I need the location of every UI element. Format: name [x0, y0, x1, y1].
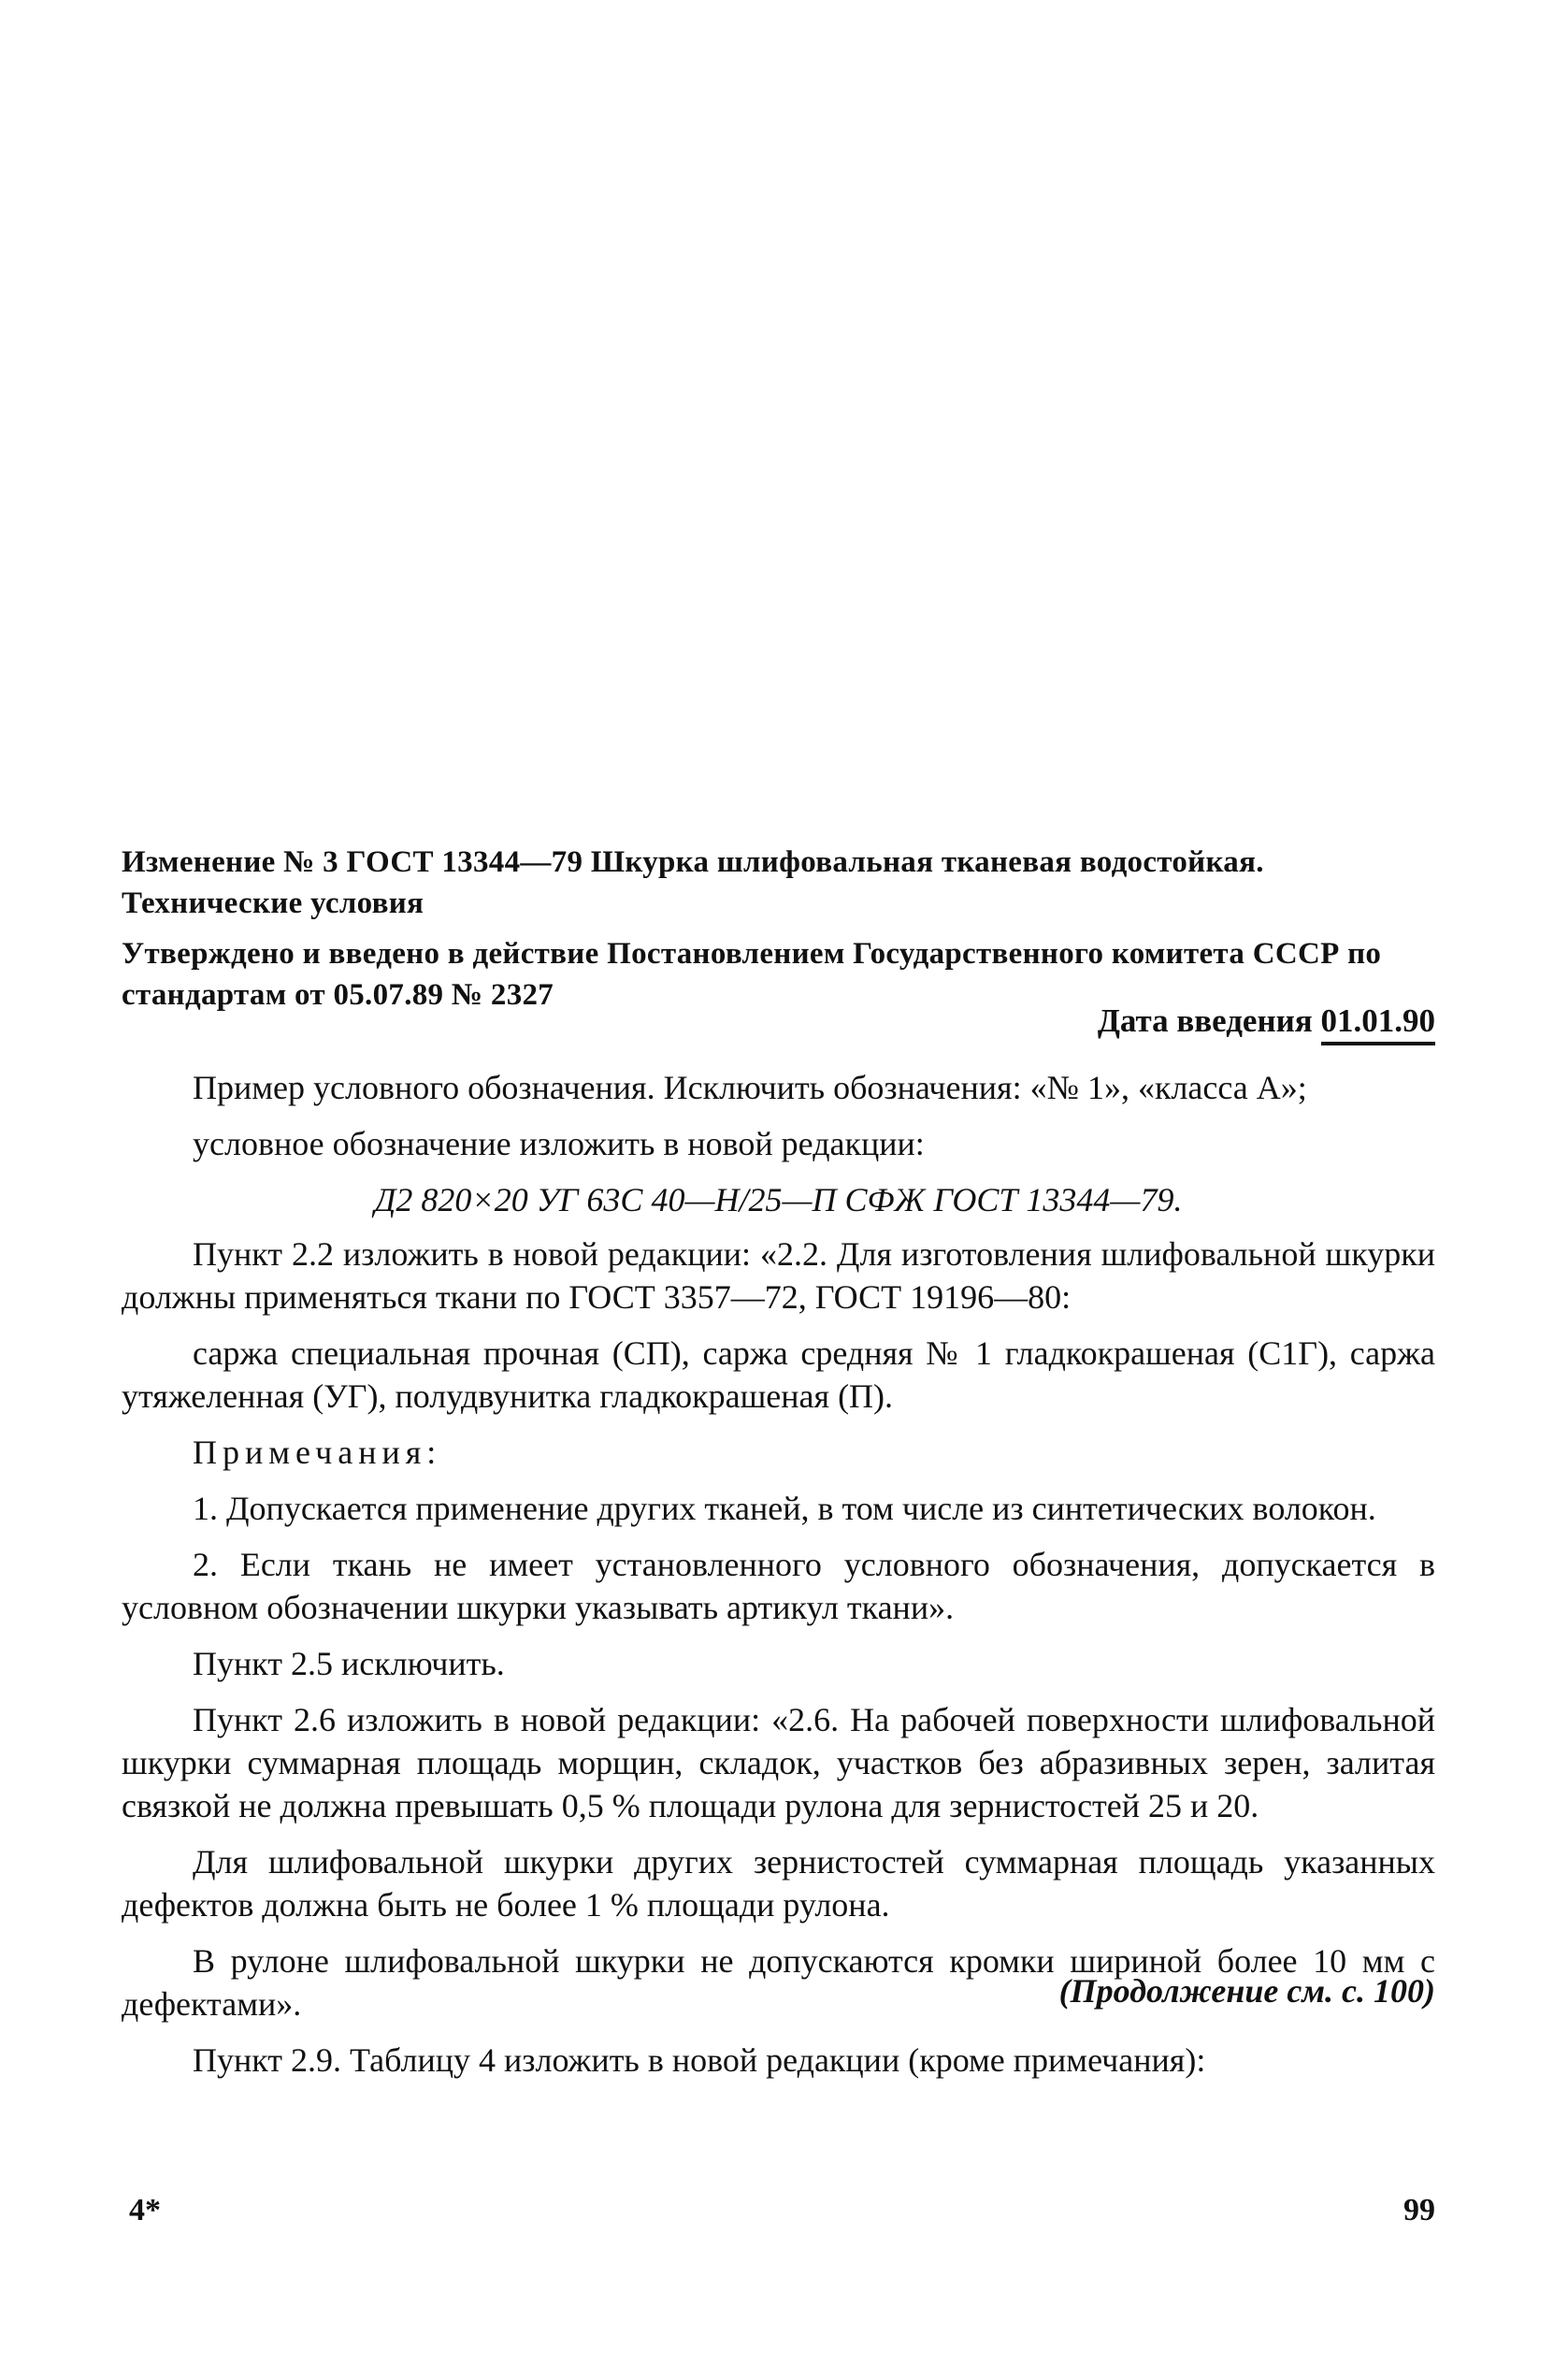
- paragraph: Пункт 2.2 изложить в новой редакции: «2.2. Для изготовления шлифовальной шкурки должны применяться ткани по ГОСТ 3357—72, ГОСТ 19196—80:: [122, 1235, 1435, 1316]
- paragraph: Пример условного обозначения. Исключить обозначения: «№ 1», «класса А»;: [193, 1069, 1307, 1106]
- paragraph: Для шлифовальной шкурки других зернистостей суммарная площадь указанных дефектов должна быть не более 1 % площади рулона.: [122, 1843, 1435, 1924]
- note-item: 1. Допускается применение других тканей, в том числе из синтетических волокон.: [193, 1490, 1376, 1527]
- signature-mark: 4*: [129, 2193, 161, 2227]
- notes-heading: Примечания:: [193, 1434, 442, 1471]
- paragraph: В рулоне шлифовальной шкурки не допускаются кромки шириной более 10 мм с дефектами».: [122, 1942, 1435, 2023]
- page-number: 99: [1403, 2193, 1435, 2227]
- paragraph: условное обозначение изложить в новой редакции:: [193, 1125, 925, 1162]
- effective-date-value: 01.01.90: [1321, 1002, 1436, 1045]
- paragraph: Пункт 2.5 исключить.: [193, 1645, 505, 1682]
- approval-statement: Утверждено и введено в действие Постановлением Государственного комитета СССР по стандартам от 05.07.89 № 2327: [122, 937, 1382, 1012]
- continuation-note: (Продолжение см. с. 100): [1058, 1972, 1435, 2010]
- effective-date-label: Дата введения: [1097, 1002, 1313, 1039]
- designation-example: Д2 820×20 УГ 63С 40—Н/25—П СФЖ ГОСТ 13344—79.: [374, 1181, 1183, 1218]
- note-item: 2. Если ткань не имеет установленного условного обозначения, допускается в условном обозначении шкурки указывать артикул ткани».: [122, 1546, 1435, 1626]
- paragraph: саржа специальная прочная (СП), саржа средняя № 1 гладкокрашеная (С1Г), саржа утяжеленная (УГ), полудвунитка гладкокрашеная (П).: [122, 1334, 1435, 1415]
- paragraph: Пункт 2.6 изложить в новой редакции: «2.6. На рабочей поверхности шлифовальной шкурки суммарная площадь морщин, складок, участков без абразивных зерен, залитая связкой не должна превышать 0,5 % площади рулона для зернистостей 25 и 20.: [122, 1701, 1435, 1824]
- paragraph: Пункт 2.9. Таблицу 4 изложить в новой редакции (кроме примечания):: [193, 2041, 1206, 2079]
- amendment-title: Изменение № 3 ГОСТ 13344—79 Шкурка шлифовальная тканевая водостойкая. Технические условия: [122, 845, 1264, 920]
- effective-date: [1098, 1002, 1435, 1045]
- amendment-body: [122, 1066, 1435, 2095]
